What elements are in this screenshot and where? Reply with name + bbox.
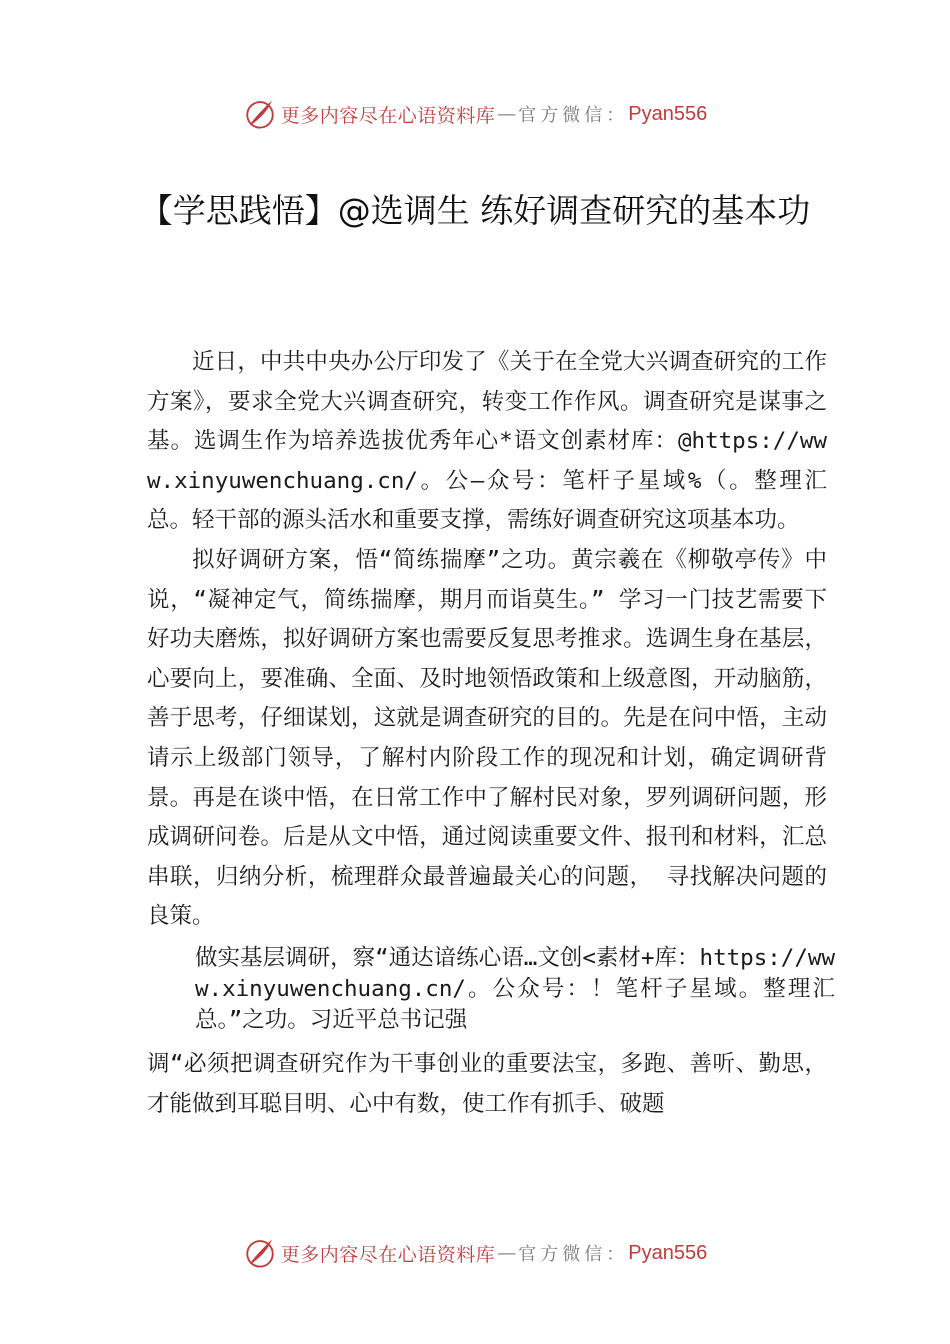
paragraph-2: 拟好调研方案，悟“简练揣摩”之功。黄宗羲在《柳敬亭传》中说，“凝神定气，简练揣摩，期月而诣莫生。” 学习一门技艺需要下好功夫磨炼，拟好调研方案也需要反复思考推求。选调生身在基层，心要向上，要准确、全面、及时地领悟政策和上级意图，开动脑筋，善于思考，仔细谋划，这就是调查研究的目的。先是在问中悟，主动请示上级部门领导，了解村内阶段工作的现况和计划，确定调研背景。再是在谈中悟，在日常工作中了解村民对象，罗列调研问题，形成调研问卷。后是从文中悟，通过阅读重要文件、报刊和材料，汇总串联，归纳分析，梳理群众最普遍最关心的问题， 寻找解决问题的良策。: [147, 546, 827, 930]
paragraph-1: 近日，中共中央办公厅印发了《关于在全党大兴调查研究的工作方案》，要求全党大兴调查研究，转变工作作风。调查研究是谋事之基。选调生作为培养选拔优秀年心*语文创素材库：@https://www.xinyuwenchuang.cn/。公—众号：笔杆子星域%（。整理汇总。轻干部的源头活水和重要支撑，需练好调查研究这项基本功。: [147, 349, 827, 534]
quill-seal-icon: [243, 1236, 277, 1270]
paragraph-3: 做实基层调研，察“通达谙练心语…文创<素材+库：https://www.xinyuwenchuang.cn/。公众号：！笔杆子星域。整理汇总。”之功。习近平总书记强: [195, 944, 835, 1033]
banner-wechat-id: Pyan556: [628, 102, 708, 125]
banner-wechat-id: Pyan556: [628, 1241, 708, 1264]
banner-dash: —: [497, 103, 517, 125]
footer-banner: [0, 1233, 950, 1273]
header-banner: [0, 94, 950, 134]
banner-text: 更多内容尽在心语资料库: [280, 1243, 496, 1266]
quill-seal-icon: [243, 97, 277, 131]
banner-text: 更多内容尽在心语资料库: [280, 104, 496, 127]
banner-dash: —: [497, 1242, 517, 1264]
paragraph-4: 调“必须把调查研究作为干事创业的重要法宝，多跑、善听、勤思，才能做到耳聪目明、心中有数，使工作有抓手、破题: [147, 1050, 827, 1117]
document-title: 【学思践悟】@选调生 练好调查研究的基本功: [139, 191, 811, 230]
document-body: [147, 343, 835, 1124]
banner-wechat-label: 官方微信：: [518, 105, 629, 126]
banner-wechat-label: 官方微信：: [518, 1244, 629, 1265]
